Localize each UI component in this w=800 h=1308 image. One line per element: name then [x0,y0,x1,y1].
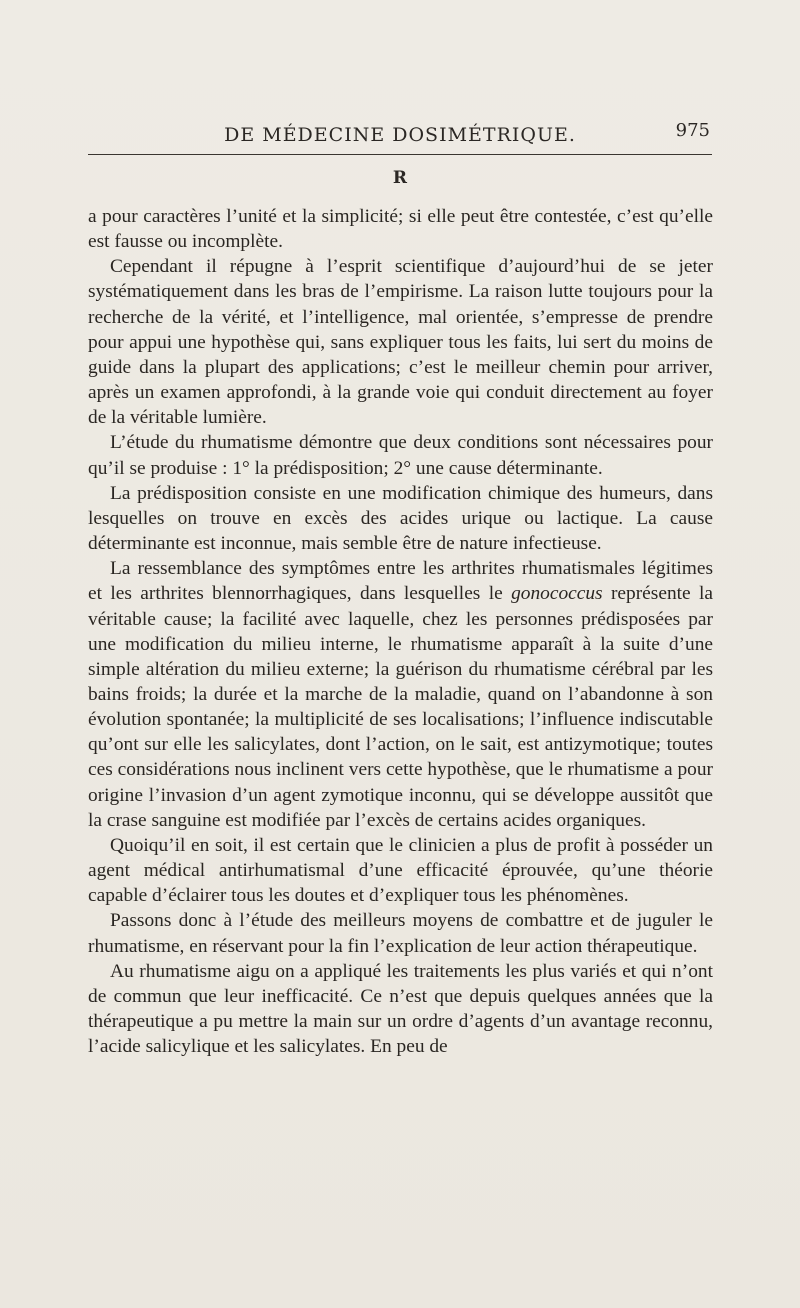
page-number: 975 [675,120,710,141]
paragraph: a pour caractères l’unité et la simplicité; si elle peut être contestée, c’est qu’elle est fausse ou incomplète. [88,206,713,253]
paragraph [88,556,713,833]
signature-mark: R [392,168,408,188]
paragraph-text: La ressemblance des symptômes entre les arthrites rhumatismales légitimes et les arthrites blennorrhagiques, dans lesquelles le [88,558,713,605]
paragraph: L’étude du rhumatisme démontre que deux conditions sont nécessaires pour qu’il se produise : 1° la prédisposition; 2° une cause déterminante. [88,432,713,479]
paragraph: Quoiqu’il en soit, il est certain que le clinicien a plus de profit à posséder un agent médical antirhumatismal d’une efficacité éprouvée, qu’une théorie capable d’éclairer tous les doutes et d’expliquer tous les phénomènes. [88,834,713,907]
header-rule [88,154,712,155]
page-header [88,118,712,150]
body-text [88,204,713,1059]
paragraph: Cependant il répugne à l’esprit scientifique d’aujourd’hui de se jeter systématiquement dans les bras de l’empirisme. La raison lutte toujours pour la recherche de la vérité, et l’intelligence, mal orientée, s’empresse de prendre pour appui une hypothèse qui, sans expliquer tous les faits, lui sert du moins de guide dans la plupart des applications; c’est le meilleur chemin pour arriver, après un examen approfondi, à la grande voie qui conduit directement au foyer de la véritable lumière. [88,256,713,429]
running-title: DE MÉDECINE DOSIMÉTRIQUE. [224,124,576,146]
italic-term: gonococcus [511,583,603,605]
paragraph: Passons donc à l’étude des meilleurs moyens de combattre et de juguler le rhumatisme, en réservant pour la fin l’explication de leur action thérapeutique. [88,910,713,957]
paragraph: Au rhumatisme aigu on a appliqué les traitements les plus variés et qui n’ont de commun que leur inefficacité. Ce n’est que depuis quelques années que la thérapeutique a pu mettre la main sur un ordre d’agents d’un avantage reconnu, l’acide salicylique et les salicylates. En peu de [88,960,713,1058]
paragraph-text: représente la véritable cause; la facilité avec laquelle, chez les personnes prédisposées par une modification du milieu interne, le rhumatisme apparaît à la suite d’une simple altération du milieu externe; la guérison du rhumatisme cérébral par les bains froids; la durée et la marche de la maladie, quand on l’abandonne à son évolution spontanée; la multiplicité de ses localisations; l’influence indiscutable qu’ont sur elle les salicylates, dont l’action, on le sait, est antizymotique; toutes ces considérations nous inclinent vers cette hypothèse, que le rhumatisme a pour origine l’invasion d’un agent zymotique inconnu, qui se développe aussitôt que la crase sanguine est modifiée par l’excès de certains acides organiques. [88,583,713,831]
paragraph: La prédisposition consiste en une modification chimique des humeurs, dans lesquelles on trouve en excès des acides urique ou lactique. La cause déterminante est inconnue, mais semble être de nature infectieuse. [88,482,713,555]
